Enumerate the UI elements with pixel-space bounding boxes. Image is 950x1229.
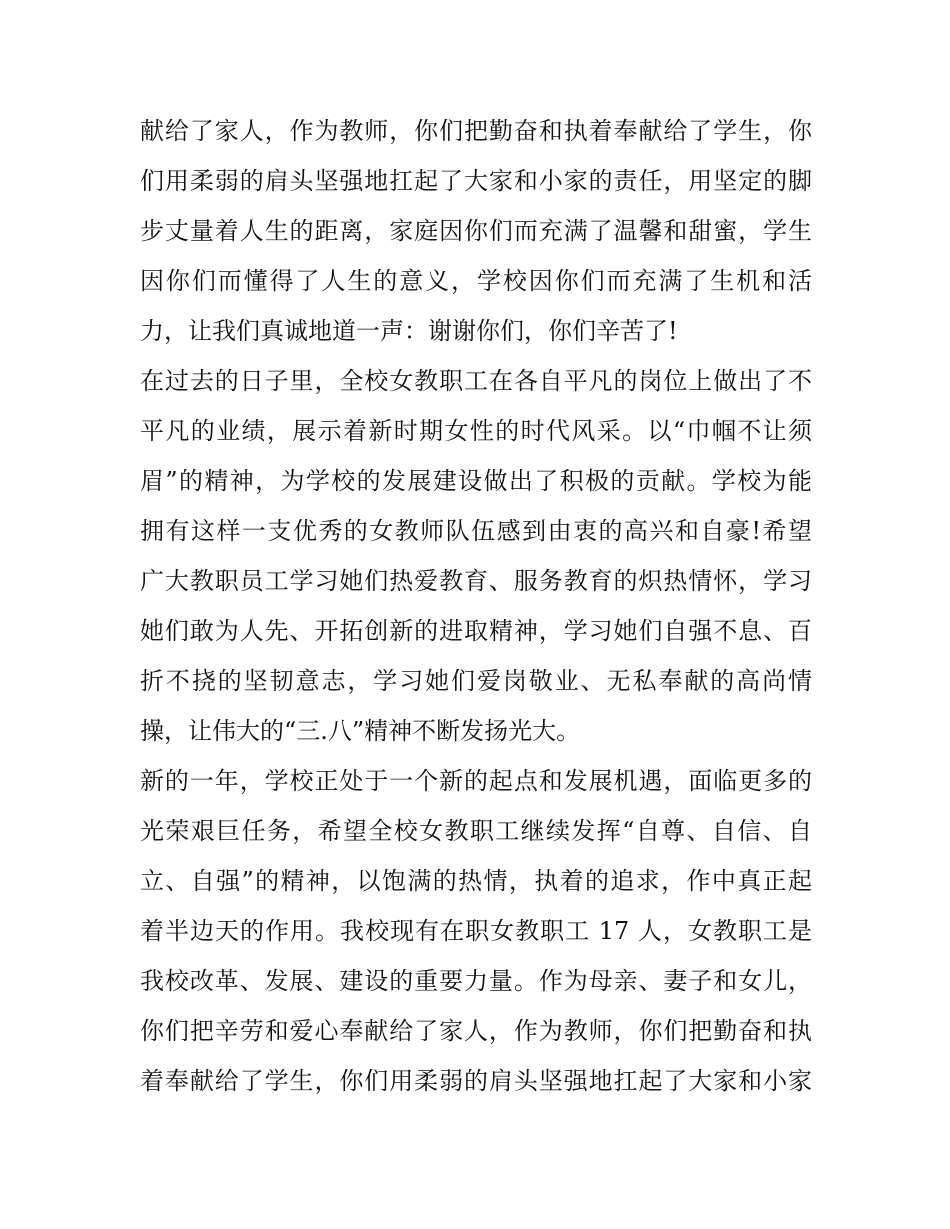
text-line: 操，让伟大的“三.八”精神不断发扬光大。 bbox=[140, 717, 581, 745]
text-line: 着半边天的作用。我校现有在职女教职工 17 人，女教职工是 bbox=[140, 917, 812, 945]
text-line: 拥有这样一支优秀的女教师队伍感到由衷的高兴和自豪!希望 bbox=[140, 517, 812, 545]
text-line: 她们敢为人先、开拓创新的进取精神，学习她们自强不息、百 bbox=[140, 617, 812, 645]
text-line: 折不挠的坚韧意志，学习她们爱岗敬业、无私奉献的高尚情 bbox=[140, 667, 812, 695]
paragraph-1 bbox=[140, 106, 812, 356]
text-line: 光荣艰巨任务，希望全校女教职工继续发挥“自尊、自信、自 bbox=[140, 817, 812, 845]
text-line: 眉”的精神，为学校的发展建设做出了积极的贡献。学校为能 bbox=[140, 467, 812, 495]
text-line: 立、自强”的精神，以饱满的热情，执着的追求，作中真正起 bbox=[140, 867, 812, 895]
text-line: 因你们而懂得了人生的意义，学校因你们而充满了生机和活 bbox=[140, 267, 812, 295]
document-body bbox=[140, 106, 812, 1106]
text-line: 我校改革、发展、建设的重要力量。作为母亲、妻子和女儿， bbox=[140, 967, 812, 995]
paragraph-2 bbox=[140, 356, 812, 756]
text-line: 在过去的日子里，全校女教职工在各自平凡的岗位上做出了不 bbox=[140, 367, 812, 395]
text-line: 力，让我们真诚地道一声：谢谢你们，你们辛苦了! bbox=[140, 317, 678, 345]
text-line: 献给了家人，作为教师，你们把勤奋和执着奉献给了学生，你 bbox=[140, 117, 812, 145]
text-line: 步丈量着人生的距离，家庭因你们而充满了温馨和甜蜜，学生 bbox=[140, 217, 812, 245]
text-line: 着奉献给了学生，你们用柔弱的肩头坚强地扛起了大家和小家 bbox=[140, 1067, 812, 1095]
text-line: 们用柔弱的肩头坚强地扛起了大家和小家的责任，用坚定的脚 bbox=[140, 167, 812, 195]
paragraph-3 bbox=[140, 756, 812, 1106]
text-line: 平凡的业绩，展示着新时期女性的时代风采。以“巾帼不让须 bbox=[140, 417, 812, 445]
text-line: 新的一年，学校正处于一个新的起点和发展机遇，面临更多的 bbox=[140, 767, 812, 795]
text-line: 你们把辛劳和爱心奉献给了家人，作为教师，你们把勤奋和执 bbox=[140, 1017, 812, 1045]
text-line: 广大教职员工学习她们热爱教育、服务教育的炽热情怀，学习 bbox=[140, 567, 812, 595]
